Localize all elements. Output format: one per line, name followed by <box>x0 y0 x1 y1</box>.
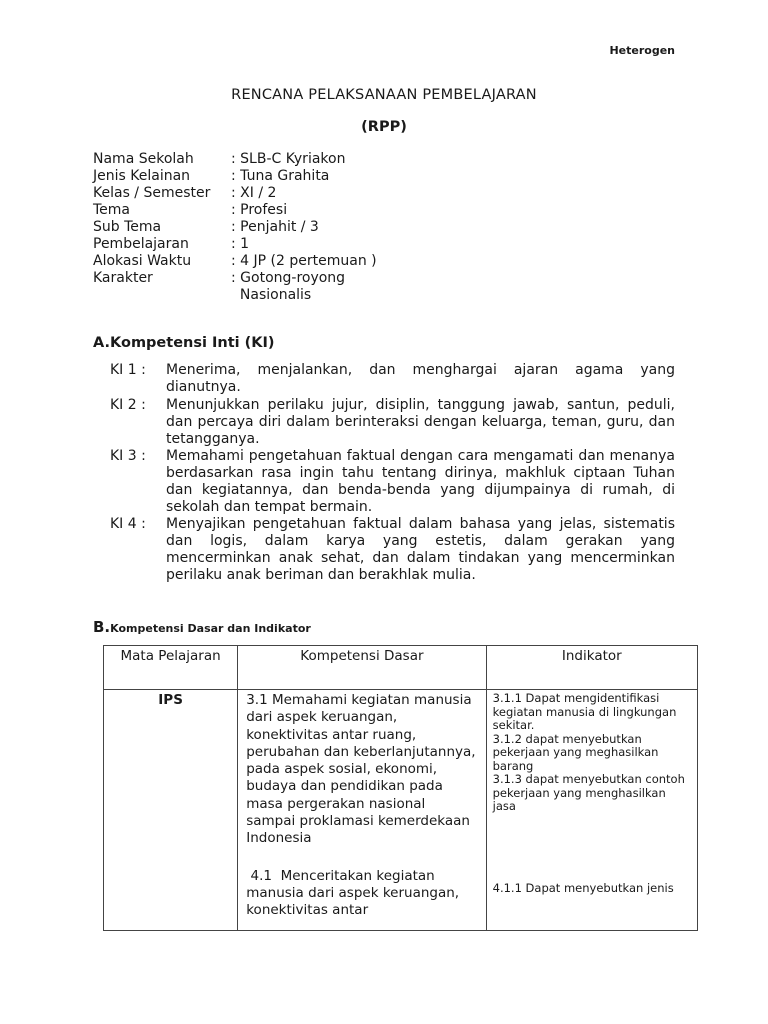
ki-text: Menerima, menjalankan, dan menghargai ajaran agama yang dianutnya. <box>166 362 675 395</box>
section-b-heading <box>93 617 311 636</box>
identity-label: Jenis Kelainan <box>93 168 191 184</box>
ki-code: KI 1 : <box>110 362 146 378</box>
document-title: RENCANA PELAKSANAAN PEMBELAJARAN <box>231 87 537 103</box>
identity-value: : Profesi <box>231 202 288 218</box>
indicator-item: 3.1.2 dapat menyebutkan pekerjaan yang meghasilkan barang <box>492 731 659 773</box>
ki-code: KI 3 : <box>110 448 146 464</box>
identity-label: Kelas / Semester <box>93 185 211 201</box>
header-mata-pelajaran: Mata Pelajaran <box>104 646 238 690</box>
kd-text-1: 3.1 Memahami kegiatan manusia dari aspek keruangan, konektivitas antar ruang, perubahan dan keberlanjutannya, pada aspek sosial, ekonomi, budaya dan pendidikan pada masa pergerakan nasional sampai proklamasi kemerdekaan Indonesia <box>246 692 476 847</box>
section-a-heading: A.Kompetensi Inti (KI) <box>93 335 275 351</box>
identity-label: Tema <box>93 202 131 218</box>
indicator-item: 4.1.1 Dapat menyebutkan jenis <box>492 880 674 895</box>
identity-value: : Tuna Grahita <box>231 168 330 184</box>
ki-item <box>110 362 675 396</box>
ki-code: KI 2 : <box>110 397 146 413</box>
kd-table <box>103 645 698 931</box>
identity-value: : XI / 2 <box>231 185 277 201</box>
kd-cell <box>238 690 486 931</box>
identity-value: : 4 JP (2 pertemuan ) <box>231 253 377 269</box>
section-b-letter: B. <box>93 618 111 636</box>
ki-item <box>110 448 675 516</box>
identity-value: : 1 <box>231 236 250 252</box>
ki-item <box>110 397 675 448</box>
identity-label: Alokasi Waktu <box>93 253 192 269</box>
indicator-item: 3.1.1 Dapat mengidentifikasi kegiatan manusia di lingkungan sekitar. <box>492 691 677 732</box>
ki-item <box>110 516 675 584</box>
ki-text: Menyajikan pengetahuan faktual dalam bahasa yang jelas, sistematis dan logis, dalam karya yang estetis, dalam gerakan yang mencerminkan anak sehat, dan dalam tindakan yang mencerminkan perilaku anak beriman dan berakhlak mulia. <box>166 516 675 583</box>
section-b-title: Kompetensi Dasar dan Indikator <box>110 622 311 635</box>
identity-label: Karakter <box>93 270 153 286</box>
identity-label: Sub Tema <box>93 219 162 235</box>
identity-label: Pembelajaran <box>93 236 189 252</box>
table-row <box>104 690 698 931</box>
table-header-row <box>104 646 698 690</box>
identity-value: : Gotong-royong <box>231 270 346 286</box>
indicator-item: 3.1.3 dapat menyebutkan contoh pekerjaan yang menghasilkan jasa <box>492 772 685 813</box>
subject-cell: IPS <box>104 690 238 931</box>
ki-code: KI 4 : <box>110 516 146 532</box>
ki-text: Menunjukkan perilaku jujur, disiplin, tanggung jawab, santun, peduli, dan percaya diri dalam berinteraksi dengan keluarga, teman, guru, dan tetangganya. <box>166 397 675 447</box>
identity-label: Nama Sekolah <box>93 151 194 167</box>
kd-text-2: 4.1 Menceritakan kegiatan manusia dari aspek keruangan, konektivitas antar <box>246 867 464 919</box>
identity-value: : Penjahit / 3 <box>231 219 319 235</box>
identity-value: : SLB-C Kyriakon <box>231 151 346 167</box>
header-label: Heterogen <box>609 44 675 57</box>
document-subtitle: (RPP) <box>361 119 407 135</box>
header-indikator: Indikator <box>486 646 697 690</box>
ki-text: Memahami pengetahuan faktual dengan cara mengamati dan menanya berdasarkan rasa ingin tahu tentang dirinya, makhluk ciptaan Tuhan dan kegiatannya, dan benda-benda yang dijumpainya di rumah, di sekolah dan tempat bermain. <box>166 448 675 515</box>
identity-value: Nasionalis <box>231 287 312 303</box>
indikator-cell <box>486 690 697 931</box>
header-kompetensi-dasar: Kompetensi Dasar <box>238 646 486 690</box>
